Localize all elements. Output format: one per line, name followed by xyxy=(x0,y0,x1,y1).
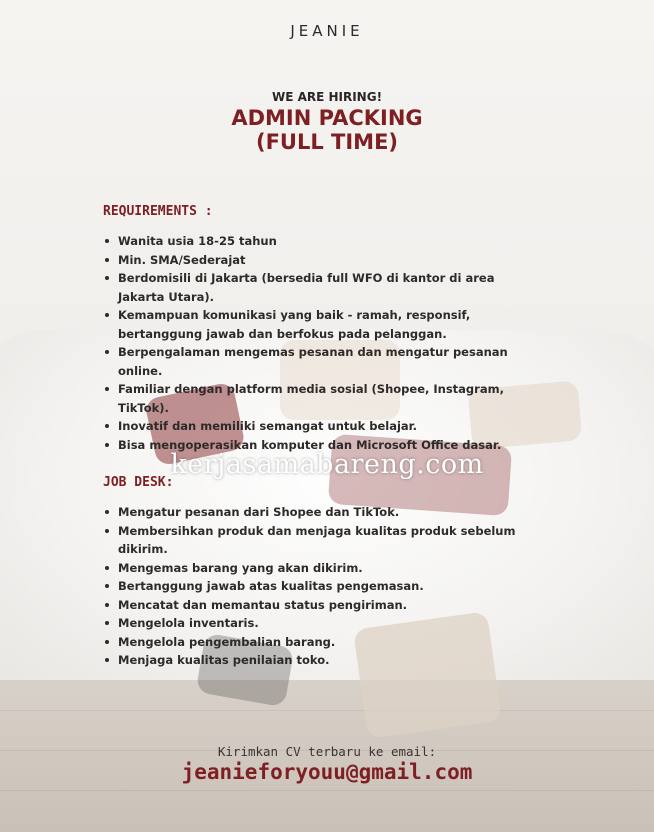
requirements-list xyxy=(100,232,540,454)
hiring-tagline: WE ARE HIRING! xyxy=(271,90,383,104)
job-title-line: ADMIN PACKING xyxy=(231,106,423,130)
job-desk-heading: JOB DESK: xyxy=(103,475,174,490)
list-item: Berpengalaman mengemas pesanan dan mengatur pesanan online. xyxy=(100,343,540,380)
contact-email[interactable]: jeanieforyouu@gmail.com xyxy=(181,760,473,784)
requirements-heading: REQUIREMENTS : xyxy=(103,204,213,219)
watermark-text: kerjasamabareng.com xyxy=(170,449,484,480)
list-item: Mengelola pengembalian barang. xyxy=(100,633,540,652)
list-item: Kemampuan komunikasi yang baik - ramah, responsif, bertanggung jawab dan berfokus pada pelanggan. xyxy=(100,306,540,343)
list-item: Wanita usia 18-25 tahun xyxy=(100,232,540,251)
list-item: Berdomisili di Jakarta (bersedia full WFO di kantor di area Jakarta Utara). xyxy=(100,269,540,306)
job-desk-list xyxy=(100,503,540,670)
brand-logo: JEANIE xyxy=(290,22,364,40)
list-item: Membersihkan produk dan menjaga kualitas produk sebelum dikirim. xyxy=(100,522,540,559)
list-item: Menjaga kualitas penilaian toko. xyxy=(100,651,540,670)
list-item: Mengatur pesanan dari Shopee dan TikTok. xyxy=(100,503,540,522)
list-item: Familiar dengan platform media sosial (Shopee, Instagram, TikTok). xyxy=(100,380,540,417)
job-title xyxy=(0,106,654,154)
list-item: Mencatat dan memantau status pengiriman. xyxy=(100,596,540,615)
list-item: Inovatif dan memiliki semangat untuk belajar. xyxy=(100,417,540,436)
job-title-line: (FULL TIME) xyxy=(255,130,399,154)
list-item: Min. SMA/Sederajat xyxy=(100,251,540,270)
list-item: Bertanggung jawab atas kualitas pengemasan. xyxy=(100,577,540,596)
list-item: Bisa mengoperasikan komputer dan Microsoft Office dasar. xyxy=(100,436,540,455)
send-cv-instruction: Kirimkan CV terbaru ke email: xyxy=(217,744,437,759)
list-item: Mengemas barang yang akan dikirim. xyxy=(100,559,540,578)
list-item: Mengelola inventaris. xyxy=(100,614,540,633)
